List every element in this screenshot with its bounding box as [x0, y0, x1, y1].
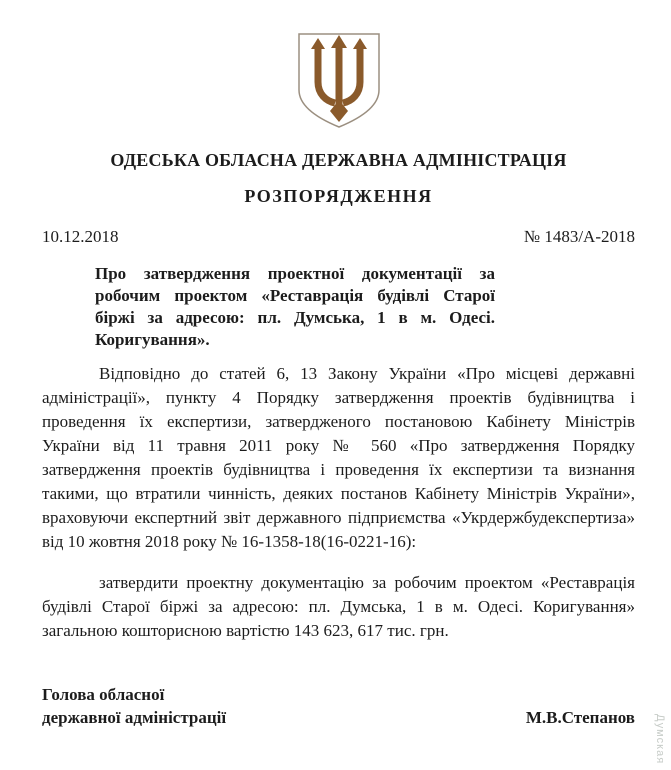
- signer-position-line: Голова обласної: [42, 685, 165, 704]
- doc-date: 10.12.2018: [42, 227, 119, 246]
- document-type-title: РОЗПОРЯДЖЕННЯ: [244, 186, 433, 206]
- signer-position: [42, 683, 226, 729]
- doc-number: № 1483/А-2018: [523, 227, 635, 246]
- ukraine-trident-icon: [297, 32, 381, 130]
- watermark: Думская: [654, 713, 666, 764]
- organization-name: ОДЕСЬКА ОБЛАСНА ДЕРЖАВНА АДМІНІСТРАЦІЯ: [110, 150, 567, 170]
- doc-meta-row: [42, 227, 635, 247]
- body-paragraph: Відповідно до статей 6, 13 Закону України «Про місцеві державні адміністрації», пункту 4 Порядку затвердження проектів будівництва і проведення їх експертизи, затвердженого постановою Кабінету Міністрів України від 11 травня 2011 року № 560 «Про затвердження Порядку затвердження проектів будівництва і проведення їх експертизи та визнання такими, що втратили чинність, деяких постанов Кабінету Міністрів України», враховуючи експертний звіт державного підприємства «Укрдержбудекспертиза» від 10 жовтня 2018 року № 16-1358-18(16-0221-16):: [42, 364, 635, 551]
- signer-name: М.В.Степанов: [525, 708, 635, 727]
- coat-of-arms: [42, 32, 635, 130]
- signer-position-line: державної адміністрації: [42, 708, 227, 727]
- doc-subject: Про затвердження проектної документації за робочим проектом «Реставрація будівлі Старої біржі за адресою: пл. Думська, 1 в м. Одесі. Коригування».: [95, 264, 495, 349]
- body-paragraph: затвердити проектну документацію за робочим проектом «Реставрація будівлі Старої біржі за адресою: пл. Думська, 1 в м. Одесі. Коригування» загальною кошторисною вартістю 143 623, 617 тис. грн.: [42, 573, 635, 640]
- signature-block: [42, 683, 635, 729]
